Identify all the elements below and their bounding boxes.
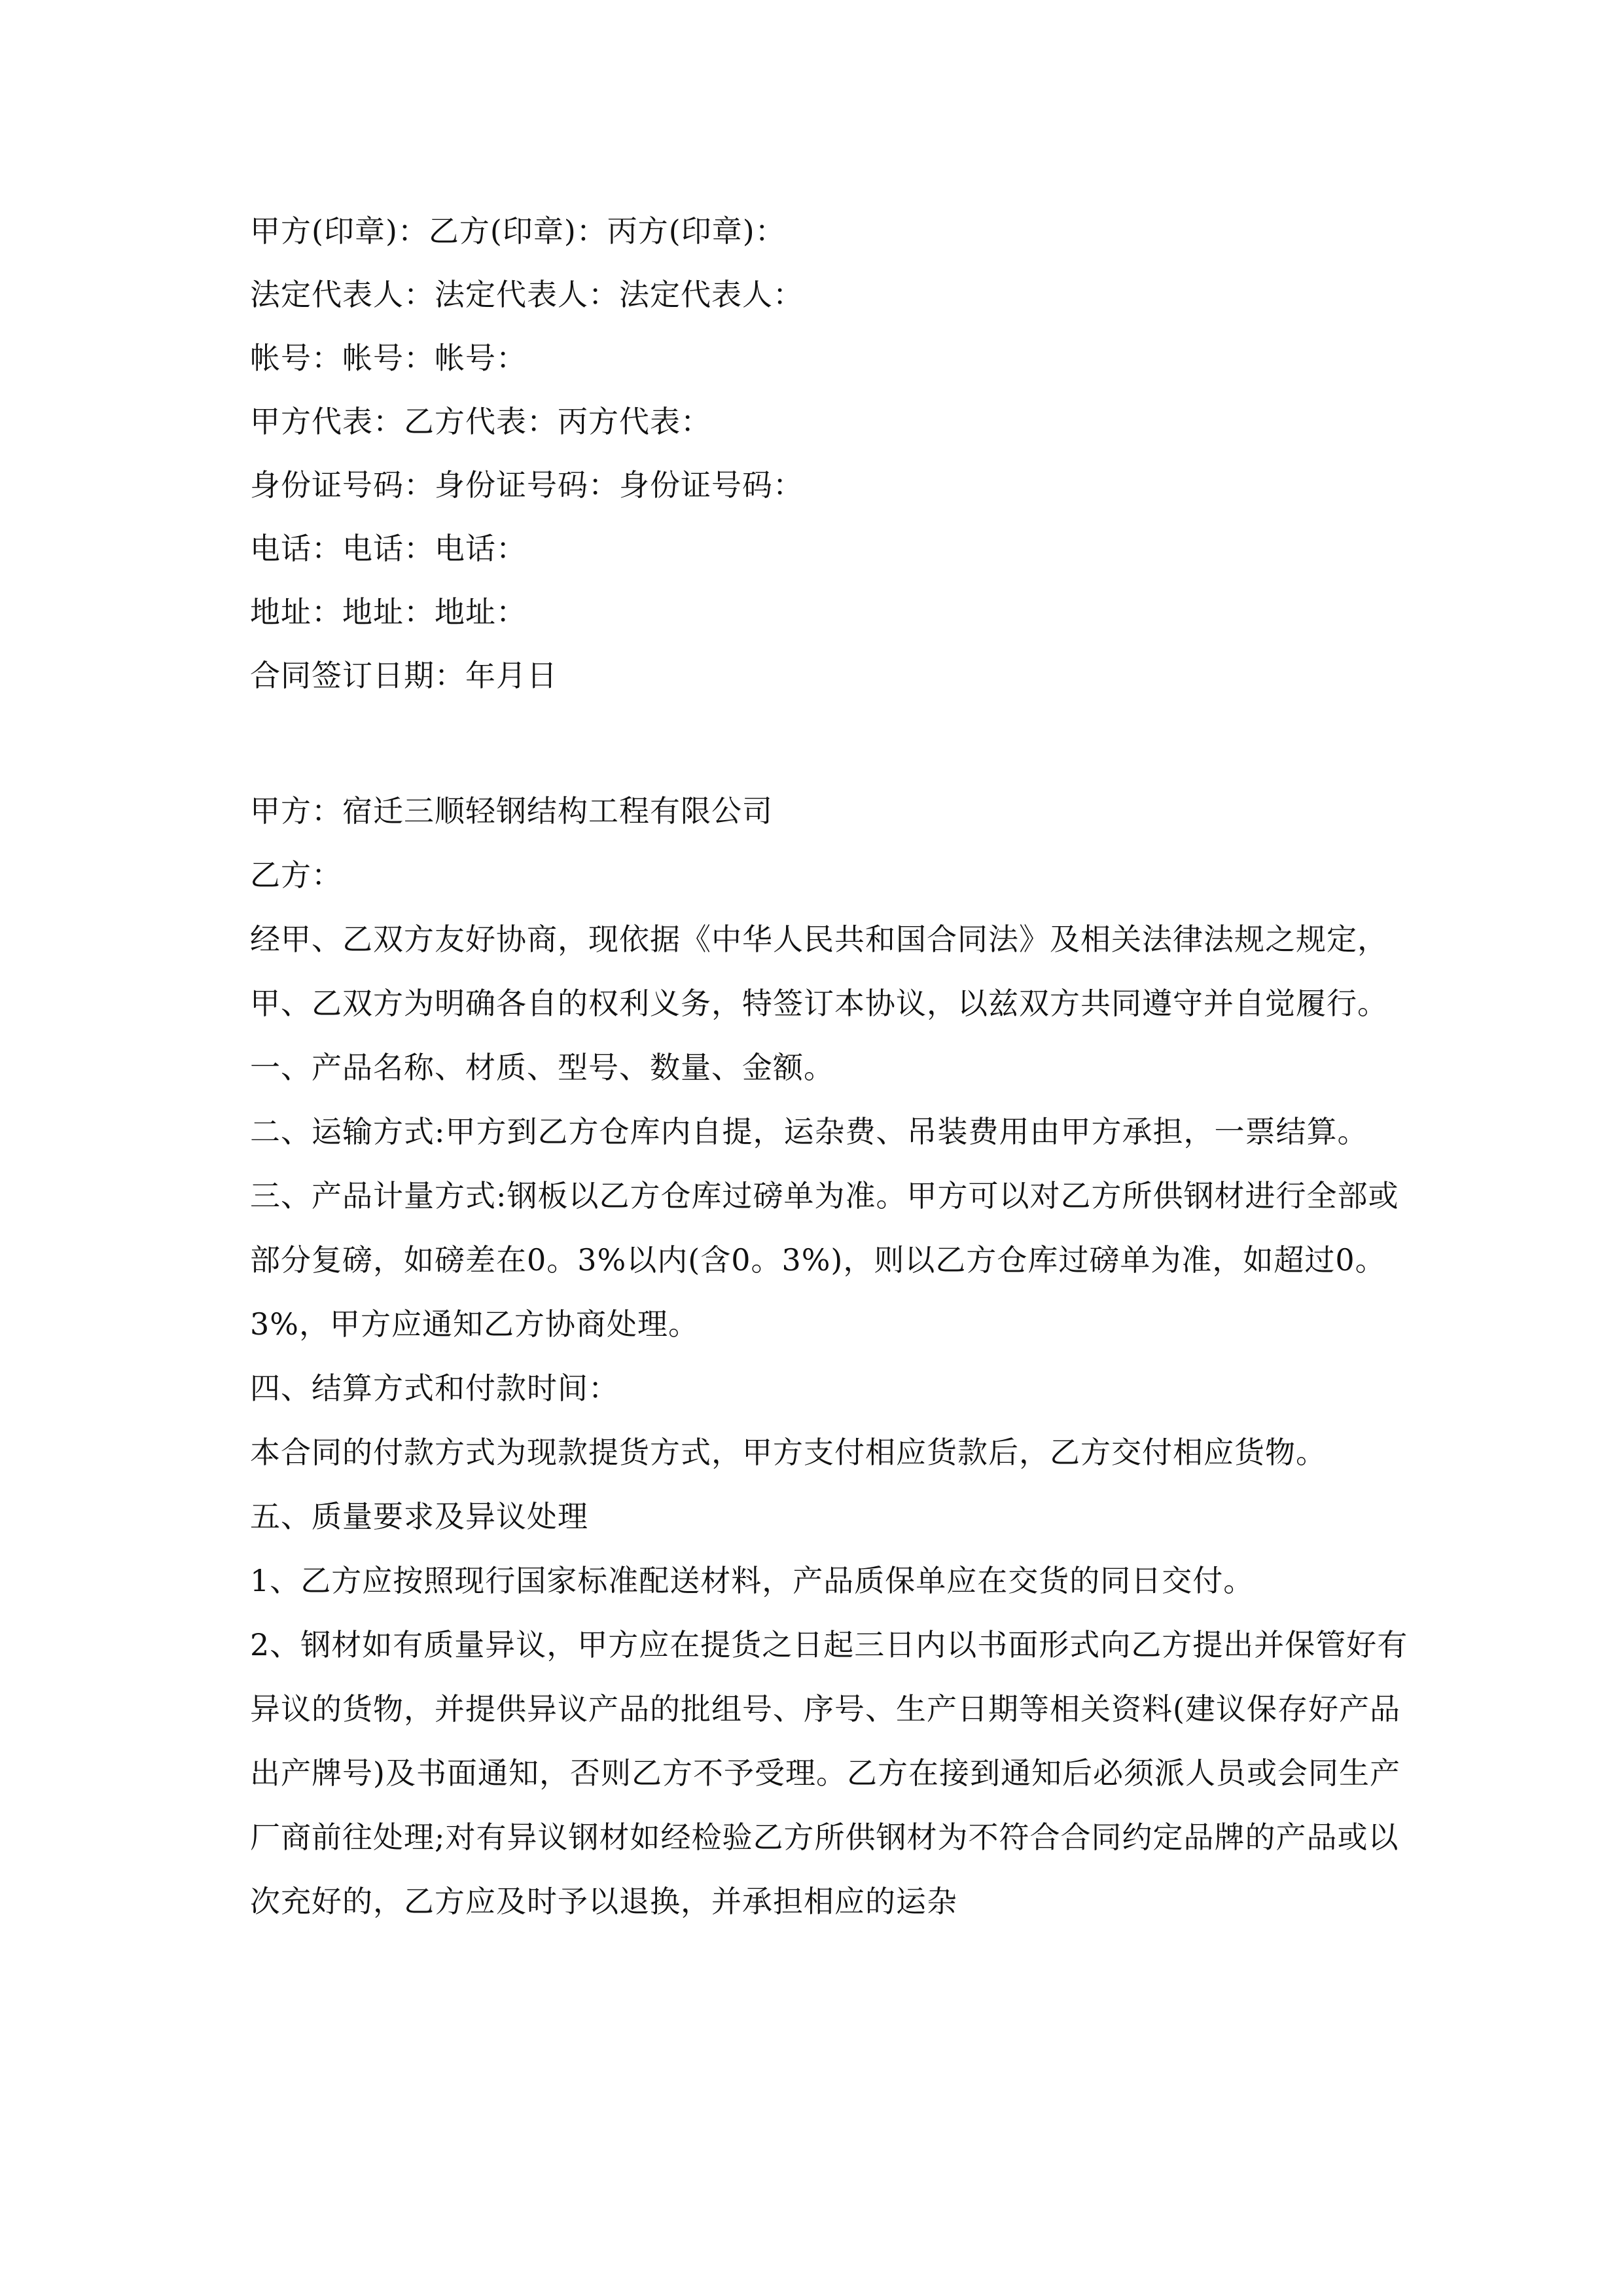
signature-line-representative: 甲方代表：乙方代表：丙方代表： [250, 404, 711, 439]
signature-line-account: 帐号：帐号：帐号： [250, 340, 527, 376]
clause-1: 一、产品名称、材质、型号、数量、金额。 [250, 1050, 834, 1085]
signature-block [250, 200, 1415, 708]
signature-line-sign-date: 合同签订日期：年月日 [250, 658, 558, 693]
signature-line-legal-rep: 法定代表人：法定代表人：法定代表人： [250, 277, 804, 312]
contract-body [250, 779, 1415, 1933]
signature-line-seal: 甲方(印章)：乙方(印章)：丙方(印章)： [250, 213, 786, 249]
clause-5-item-2: 2、钢材如有质量异议，甲方应在提货之日起三日内以书面形式向乙方提出并保管好有异议的货物，并提供异议产品的批组号、序号、生产日期等相关资料(建议保存好产品出产牌号)及书面通知，否则乙方不予受理。乙方在接到通知后必须派人员或会同生产厂商前往处理;对有异议钢材如经检验乙方所供钢材为不符合合同约定品牌的产品或以次充好的，乙方应及时予以退换，并承担相应的运杂 [250, 1627, 1408, 1919]
intro-paragraph: 经甲、乙双方友好协商，现依据《中华人民共和国合同法》及相关法律法规之规定，甲、乙双方为明确各自的权利义务，特签订本协议，以兹双方共同遵守并自觉履行。 [250, 922, 1388, 1021]
party-a-line: 甲方：宿迁三顺轻钢结构工程有限公司 [250, 793, 773, 829]
signature-line-address: 地址：地址：地址： [250, 594, 527, 630]
clause-5-item-1: 1、乙方应按照现行国家标准配送材料，产品质保单应在交货的同日交付。 [250, 1563, 1255, 1598]
signature-line-id-number: 身份证号码：身份证号码：身份证号码： [250, 467, 804, 503]
clause-2: 二、运输方式:甲方到乙方仓库内自提，运杂费、吊装费用由甲方承担，一票结算。 [250, 1114, 1368, 1149]
signature-line-phone: 电话：电话：电话： [250, 531, 527, 566]
clause-5-title: 五、质量要求及异议处理 [250, 1499, 588, 1534]
clause-3: 三、产品计量方式:钢板以乙方仓库过磅单为准。甲方可以对乙方所供钢材进行全部或部分复磅，如磅差在0。3%以内(含0。3%)，则以乙方仓库过磅单为准，如超过0。3%，甲方应通知乙方协商处理。 [250, 1178, 1399, 1342]
clause-4-text: 本合同的付款方式为现款提货方式，甲方支付相应货款后，乙方交付相应货物。 [250, 1435, 1327, 1470]
clause-4-title: 四、结算方式和付款时间： [250, 1371, 619, 1406]
party-b-line: 乙方： [250, 857, 342, 893]
